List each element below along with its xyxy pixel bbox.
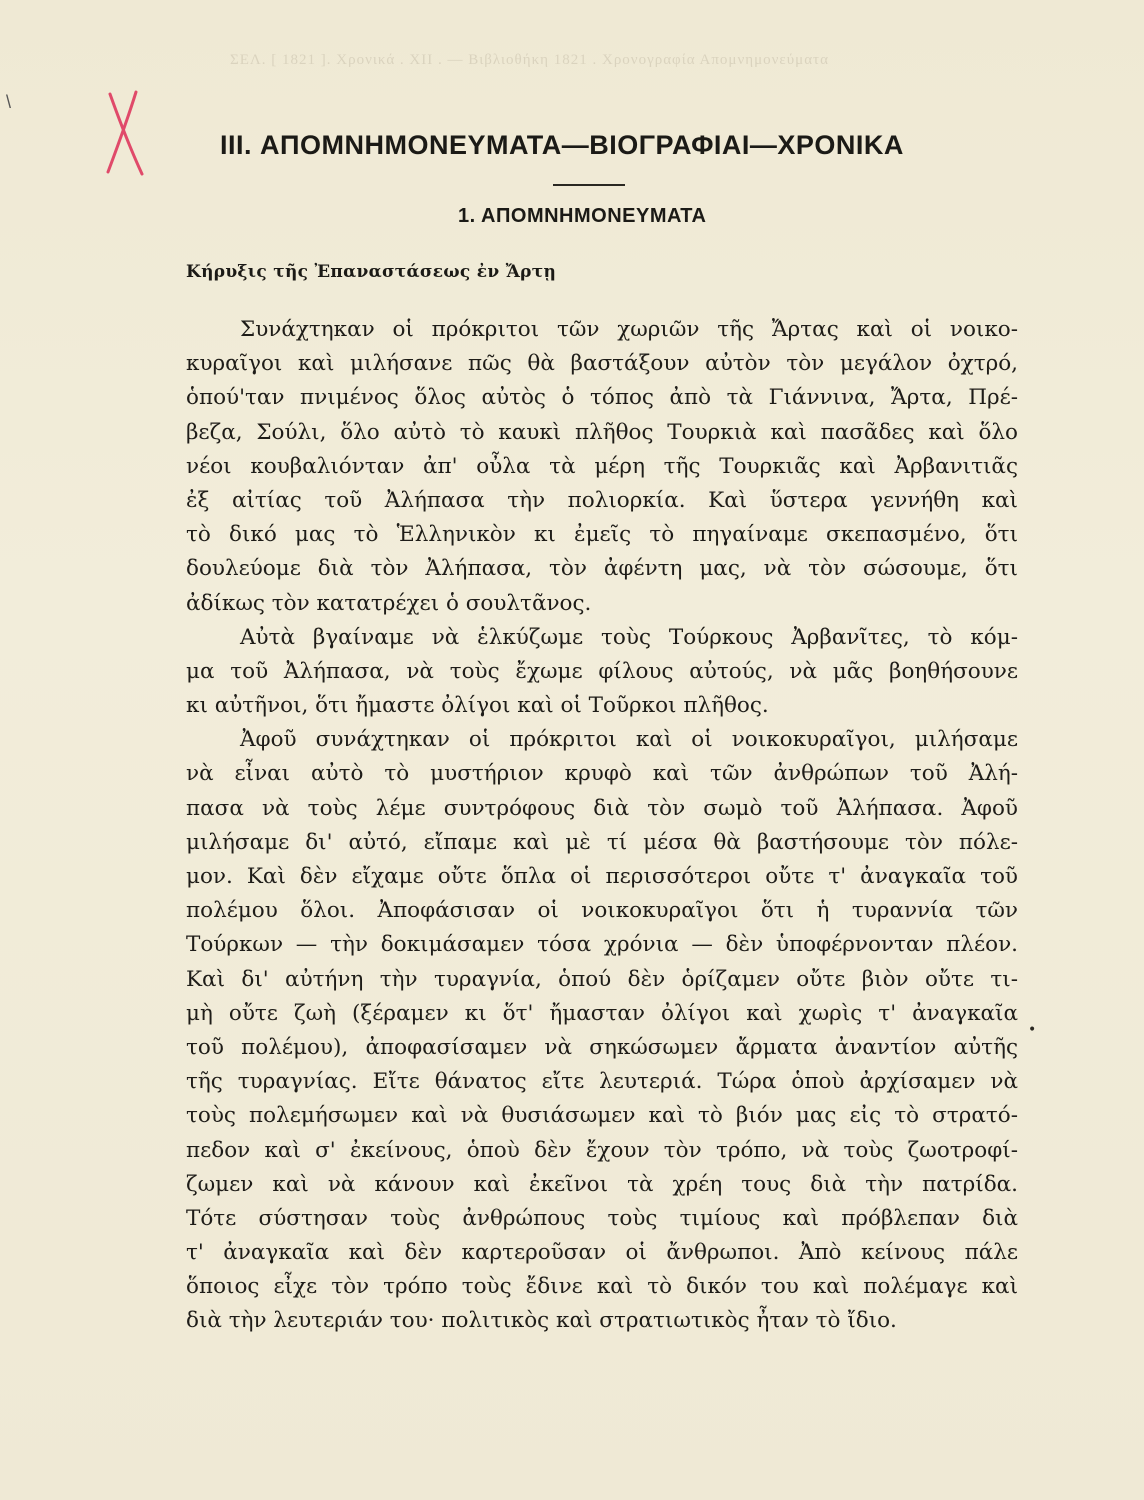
- text-line: μα τοῦ Ἀλήπασα, νὰ τοὺς ἔχωμε φίλους αὐτούς, νὰ μᾶς βοηθήσουνε: [186, 658, 1018, 684]
- text-line: ὅποιος εἶχε τὸν τρόπο τοὺς ἔδινε καὶ τὸ δικόν του καὶ πολέμαγε καὶ: [186, 1274, 1018, 1300]
- text-line: Καὶ δι' αὐτήνη τὴν τυραγνία, ὁπού δὲν ὁρίζαμεν οὔτε βιὸν οὔτε τι-: [186, 966, 1018, 992]
- text-line: βεζα, Σούλι, ὅλο αὐτὸ τὸ καυκὶ πλῆθος Τουρκιὰ καὶ πασᾶδες καὶ ὅλο: [186, 419, 1018, 445]
- paragraph-3: [186, 723, 1018, 1338]
- text-line: πεδον καὶ σ' ἐκείνους, ὁποὺ δὲν ἔχουν τὸν τρόπο, νὰ τοὺς ζωοτροφί-: [186, 1137, 1018, 1163]
- text-line: ζωμεν καὶ νὰ κάνουν καὶ ἐκεῖνοι τὰ χρέη τους διὰ τὴν πατρίδα.: [186, 1171, 1018, 1197]
- text-line: τὸ δικό μας τὸ Ἑλληνικὸν κι ἐμεῖς τὸ πηγαίναμε σκεπασμένο, ὅτι: [186, 522, 1018, 548]
- text-line: κι αὐτῆνοι, ὅτι ἤμαστε ὀλίγοι καὶ οἱ Τοῦρκοι πλῆθος.: [186, 693, 769, 719]
- text-line: πολέμου ὅλοι. Ἀποφάσισαν οἱ νοικοκυραῖγοι ὅτι ἡ τυραννία τῶν: [186, 898, 1018, 924]
- text-line: ἀδίκως τὸν κατατρέχει ὁ σουλτᾶνος.: [186, 590, 592, 616]
- paragraph-1: [186, 313, 1018, 621]
- text-line: Ἀφοῦ συνάχτηκαν οἱ πρόκριτοι καὶ οἱ νοικοκυραῖγοι, μιλήσαμε: [240, 727, 1018, 753]
- text-line: τοῦ πολέμου), ἀποφασίσαμεν νὰ σηκώσωμεν ἄρματα ἀναντίον αὐτῆς: [186, 1034, 1018, 1060]
- subsection-title: 1. ΑΠΟΜΝΗΜΟΝΕΥΜΑΤΑ: [458, 205, 707, 227]
- stray-dot-mark: •: [1028, 1022, 1037, 1038]
- text-line: Τότε σύστησαν τοὺς ἀνθρώπους τοὺς τιμίους καὶ πρόβλεπαν διὰ: [186, 1205, 1018, 1231]
- text-line: κυραῖγοι καὶ μιλήσανε πῶς θὰ βαστάξουν αὐτὸν τὸν μεγάλον ὀχτρό,: [186, 351, 1018, 377]
- text-line: διὰ τὴν λευτεριάν του· πολιτικὸς καὶ στρατιωτικὸς ἦταν τὸ ἴδιο.: [186, 1308, 897, 1334]
- text-line: ἐξ αἰτίας τοῦ Ἀλήπασα τὴν πολιορκία. Καὶ ὕστερα γεννήθη καὶ: [186, 487, 1018, 513]
- text-line: τοὺς πολεμήσωμεν καὶ νὰ θυσιάσωμεν καὶ τὸ βιόν μας εἰς τὸ στρατό-: [186, 1103, 1018, 1129]
- red-x-mark-icon: [96, 88, 156, 178]
- text-line: πασα νὰ τοὺς λέμε συντρόφους διὰ τὸν σωμὸ τοῦ Ἀλήπασα. Ἀφοῦ: [186, 795, 1018, 821]
- text-line: ὁπού'ταν πνιμένος ὅλος αὐτὸς ὁ τόπος ἀπὸ τὰ Γιάννινα, Ἄρτα, Πρέ-: [186, 385, 1018, 411]
- paragraph-2: [186, 621, 1018, 724]
- text-line: τῆς τυραγνίας. Εἴτε θάνατος εἴτε λευτεριά. Τώρα ὁποὺ ἀρχίσαμεν νὰ: [186, 1069, 1018, 1095]
- text-line: Συνάχτηκαν οἱ πρόκριτοι τῶν χωριῶν τῆς Ἄρτας καὶ οἱ νοικο-: [240, 317, 1018, 342]
- text-line: νὰ εἶναι αὐτὸ τὸ μυστήριον κρυφὸ καὶ τῶν ἀνθρώπων τοῦ Ἀλή-: [186, 761, 1018, 787]
- text-line: τ' ἀναγκαῖα καὶ δὲν καρτεροῦσαν οἱ ἄνθρωποι. Ἀπὸ κείνους πάλε: [186, 1240, 1018, 1266]
- text-line: μον. Καὶ δὲν εἴχαμε οὔτε ὅπλα οἱ περισσότεροι οὔτε τ' ἀναγκαῖα τοῦ: [186, 864, 1018, 889]
- text-line: νέοι κουβαλιόνταν ἀπ' οὖλα τὰ μέρη τῆς Τουρκιᾶς καὶ Ἀρβανιτιᾶς: [186, 453, 1018, 479]
- text-line: Αὐτὰ βγαίναμε νὰ ἑλκύζωμε τοὺς Τούρκους Ἀρβανῖτες, τὸ κόμ-: [240, 624, 1018, 650]
- text-line: μιλήσαμε δι' αὐτό, εἴπαμε καὶ μὲ τί μέσα θὰ βαστήσουμε τὸν πόλε-: [186, 829, 1018, 855]
- edge-mark: \: [6, 92, 12, 112]
- section-title: III. ΑΠΟΜΝΗΜΟΝΕΥΜΑΤΑ—ΒΙΟΓΡΑΦΙΑΙ—ΧΡΟΝΙΚΑ: [220, 130, 904, 160]
- bleed-through-text: ΣΕΛ. [ 1821 ]. Χρονικά . XII . — Βιβλιοθήκη 1821 . Χρονογραφία Απομνημονεύματα: [230, 52, 829, 68]
- title-divider: [553, 184, 625, 186]
- text-line: δουλεύομε διὰ τὸν Ἀλήπασα, τὸν ἀφέντη μας, νὰ τὸν σώσουμε, ὅτι: [186, 556, 1018, 582]
- text-line: μὴ οὔτε ζωὴ (ξέραμεν κι ὅτ' ἤμασταν ὀλίγοι καὶ χωρὶς τ' ἀναγκαῖα: [186, 1000, 1018, 1026]
- body-text: [186, 313, 1018, 1339]
- article-heading: Κήρυξις τῆς Ἐπαναστάσεως ἐν Ἄρτῃ: [186, 262, 557, 282]
- text-line: Τούρκων — τὴν δοκιμάσαμεν τόσα χρόνια — δὲν ὑποφέρνονταν πλέον.: [186, 932, 1018, 958]
